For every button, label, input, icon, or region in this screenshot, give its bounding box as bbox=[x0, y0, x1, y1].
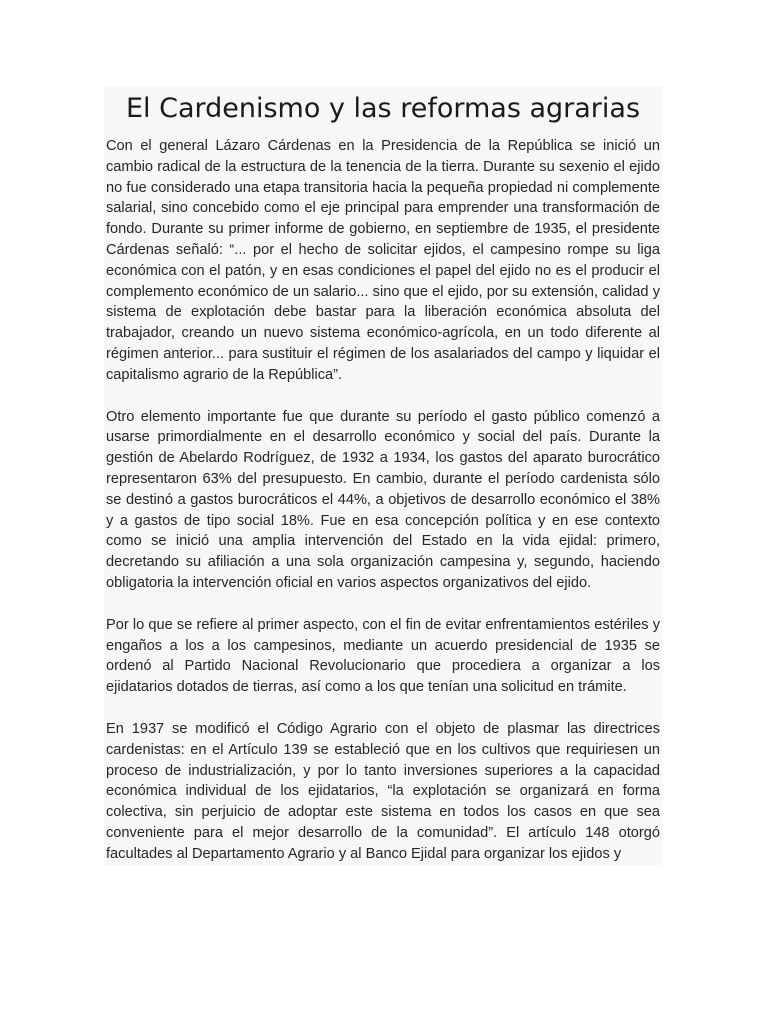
paragraph-3: Por lo que se refiere al primer aspecto, con el fin de evitar enfrentamientos estériles y engaños a los a los campesinos, mediante un acuerdo presidencial de 1935 se ordenó al Partido Nacional Revolucionario que procediera a organizar a los ejidatarios dotados de tierras, así como a los que tenían una solicitud en trámite. bbox=[106, 616, 660, 696]
paragraph-2: Otro elemento importante fue que durante su período el gasto público comenzó a usarse primordialmente en el desarrollo económico y social del país. Durante la gestión de Abelardo Rodríguez, de 1932 a 1934, los gastos del aparato burocrático representaron 63% del presupuesto. En cambio, durante el período cardenista sólo se destinó a gastos burocráticos el 44%, a objetivos de desarrollo económico el 38% y a gastos de tipo social 18%. Fue en esa concepción política y en ese contexto como se inició una amplia intervención del Estado en la vida ejidal: primero, decretando su afiliación a una sola organización campesina y, segundo, haciendo obligatoria la intervención oficial en varios aspectos organizativos del ejido. bbox=[106, 408, 660, 591]
document-title: El Cardenismo y las reformas agrarias bbox=[125, 93, 641, 124]
document-content bbox=[104, 86, 662, 865]
paragraph-1: Con el general Lázaro Cárdenas en la Presidencia de la República se inició un cambio radical de la estructura de la tenencia de la tierra. Durante su sexenio el ejido no fue considerado una etapa transitoria hacia la pequeña propiedad ni complemente salarial, sino concebido como el eje principal para emprender una transformación de fondo. Durante su primer informe de gobierno, en septiembre de 1935, el presidente Cárdenas señaló: “... por el hecho de solicitar ejidos, el campesino rompe su liga económica con el patón, y en esas condiciones el papel del ejido no es el producir el complemento económico de un salario... sino que el ejido, por su extensión, calidad y sistema de explotación debe bastar para la liberación económica absoluta del trabajador, creando un nuevo sistema económico-agrícola, en un todo diferente al régimen anterior... para sustituir el régimen de los asalariados del campo y liquidar el capitalismo agrario de la República”. bbox=[106, 138, 660, 383]
paragraph-4: En 1937 se modificó el Código Agrario con el objeto de plasmar las directrices cardenistas: en el Artículo 139 se estableció que en los cultivos que requiriesen un proceso de industrialización, y por lo tanto inversiones superiores a la capacidad económica individual de los ejidatarios, “la explotación se organizará en forma colectiva, sin perjuicio de adoptar este sistema en todos los casos en que sea conveniente para el mejor desarrollo de la comunidad”. El artículo 148 otorgó facultades al Departamento Agrario y al Banco Ejidal para organizar los ejidos y bbox=[106, 720, 660, 862]
